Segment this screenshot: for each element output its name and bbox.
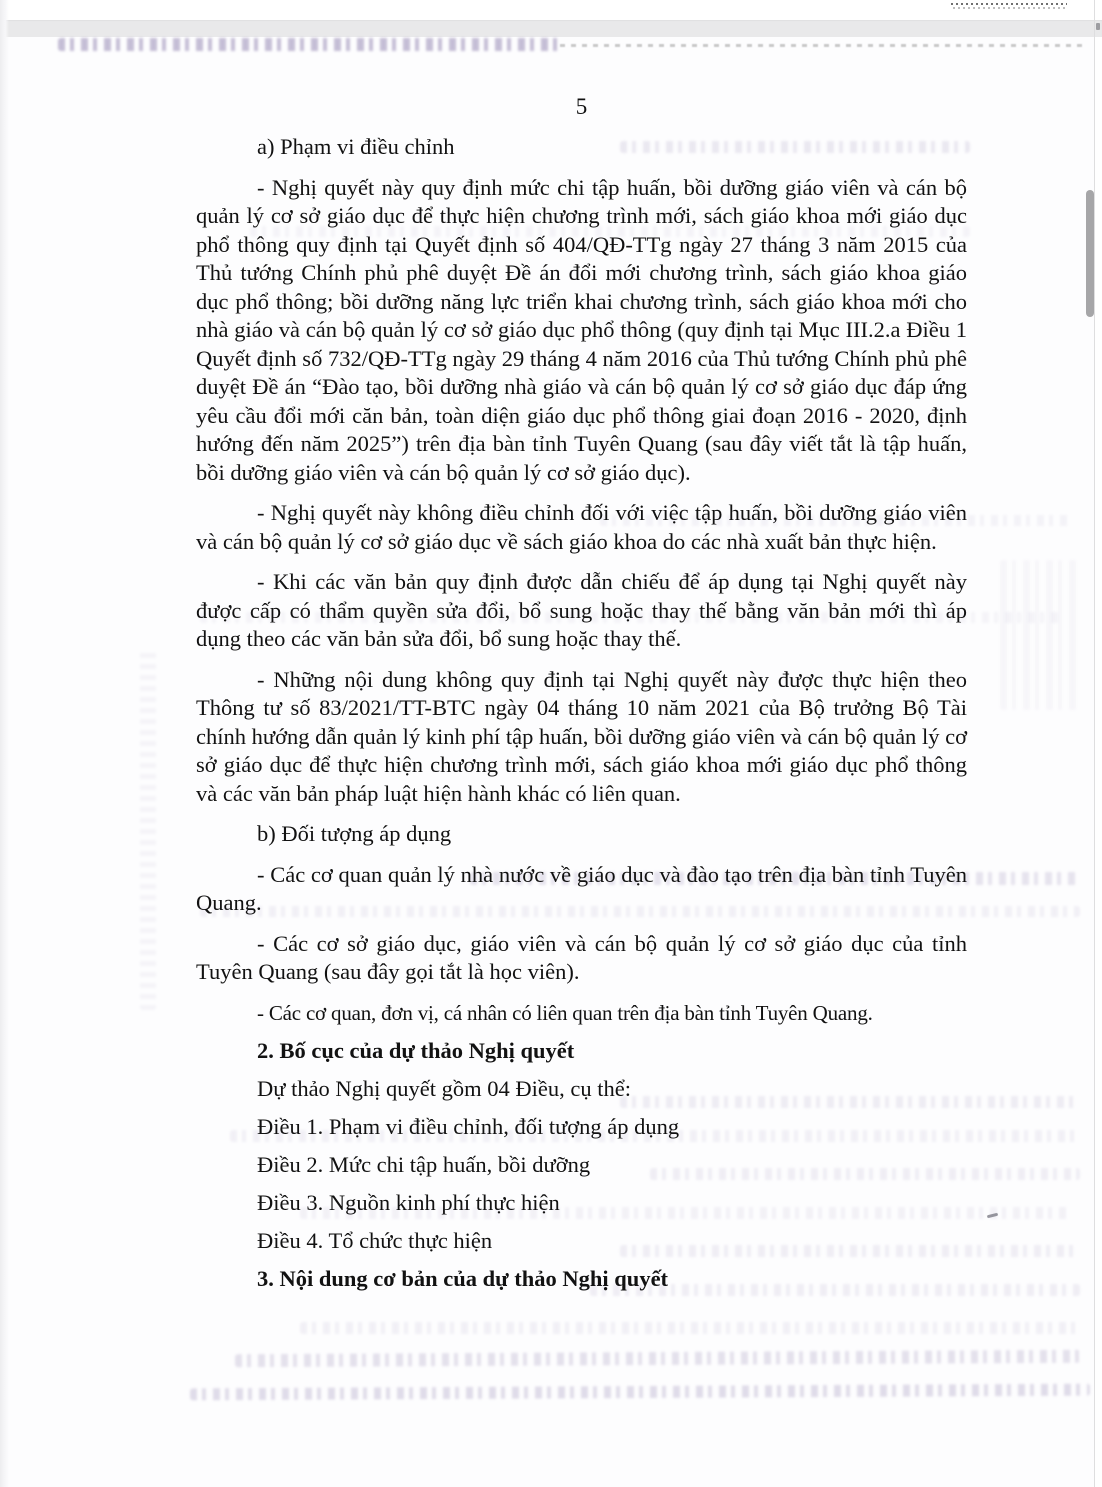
- paragraph: - Những nội dung không quy định tại Nghị quyết này được thực hiện theo Thông tư số 83/2021/TT-BTC ngày 04 tháng 10 năm 2021 của Bộ trưởng Bộ Tài chính hướng dẫn quản lý kinh phí tập huấn, bồi dưỡng giáo viên và cán bộ quản lý cơ sở giáo dục để thực hiện chương trình mới, sách giáo khoa mới giáo dục phổ thông và các văn bản pháp luật hiện hành khác có liên quan.: [196, 666, 967, 806]
- document-text: [196, 37, 967, 1293]
- page-left-edge: [0, 0, 9, 1487]
- section-heading-a: a) Phạm vi điều chỉnh: [257, 134, 455, 159]
- top-strip: [0, 0, 1102, 20]
- dotted-line: [951, 3, 1067, 5]
- paragraph: - Khi các văn bản quy định được dẫn chiếu để áp dụng tại Nghị quyết này được cấp có thẩm quyền sửa đổi, bổ sung hoặc thay thế bằng văn bản mới thì áp dụng theo các văn bản sửa đổi, bổ sung hoặc thay thế.: [196, 569, 967, 651]
- paragraph: - Nghị quyết này quy định mức chi tập huấn, bồi dưỡng giáo viên và cán bộ quản lý cơ sở giáo dục để thực hiện chương trình mới, sách giáo khoa mới giáo dục phổ thông quy định tại Quyết định số 404/QĐ-TTg ngày 27 tháng 3 năm 2015 của Thủ tướng Chính phủ phê duyệt Đề án đổi mới chương trình, sách giáo khoa giáo dục phổ thông; bồi dưỡng năng lực triển khai chương trình, sách giáo khoa mới cho nhà giáo và cán bộ quản lý cơ sở giáo dục phổ thông (quy định tại Mục III.2.a Điều 1 Quyết định số 732/QĐ-TTg ngày 29 tháng 4 năm 2016 của Thủ tướng Chính phủ phê duyệt Đề án “Đào tạo, bồi dưỡng nhà giáo và cán bộ quản lý cơ sở giáo dục đáp ứng yêu cầu đổi mới căn bản, toàn diện giáo dục phổ thông giai đoạn 2016 - 2020, định hướng đến năm 2025”) trên địa bàn tỉnh Tuyên Quang (sau đây viết tắt là tập huấn, bồi dưỡng giáo viên và cán bộ quản lý cơ sở giáo dục).: [196, 174, 967, 485]
- section-heading-3: 3. Nội dung cơ bản của dự thảo Nghị quyết: [257, 1265, 669, 1291]
- section-heading-2: 2. Bố cục của dự thảo Nghị quyết: [257, 1037, 575, 1063]
- vertical-scrollbar-thumb[interactable]: [1086, 190, 1094, 317]
- scrollbar-track-border: [1094, 0, 1095, 1487]
- page-gap-band: [0, 20, 1102, 37]
- scan-speck: [1096, 23, 1100, 30]
- list-item-dieu-4: Điều 4. Tổ chức thực hiện: [257, 1227, 493, 1253]
- paragraph: - Các cơ sở giáo dục, giáo viên và cán bộ quản lý cơ sở giáo dục của tỉnh Tuyên Quang (sau đây gọi tắt là học viên).: [196, 930, 967, 984]
- list-item-dieu-2: Điều 2. Mức chi tập huấn, bồi dưỡng: [257, 1151, 591, 1177]
- paragraph: - Nghị quyết này không điều chỉnh đối với việc tập huấn, bồi dưỡng giáo viên và cán bộ quản lý cơ sở giáo dục về sách giáo khoa do các nhà xuất bản thực hiện.: [196, 500, 967, 554]
- list-item: Dự thảo Nghị quyết gồm 04 Điều, cụ thể:: [257, 1075, 632, 1101]
- list-item-dieu-1: Điều 1. Phạm vi điều chỉnh, đối tượng áp dụng: [257, 1113, 680, 1139]
- section-heading-b: b) Đối tượng áp dụng: [257, 821, 452, 846]
- paragraph: - Các cơ quan quản lý nhà nước về giáo dục và đào tạo trên địa bàn tỉnh Tuyên Quang.: [196, 861, 967, 915]
- page-number: 5: [575, 94, 588, 119]
- paragraph: - Các cơ quan, đơn vị, cá nhân có liên quan trên địa bàn tỉnh Tuyên Quang.: [257, 1000, 873, 1025]
- dotted-line: [953, 7, 1065, 9]
- list-item-dieu-3: Điều 3. Nguồn kinh phí thực hiện: [257, 1189, 560, 1215]
